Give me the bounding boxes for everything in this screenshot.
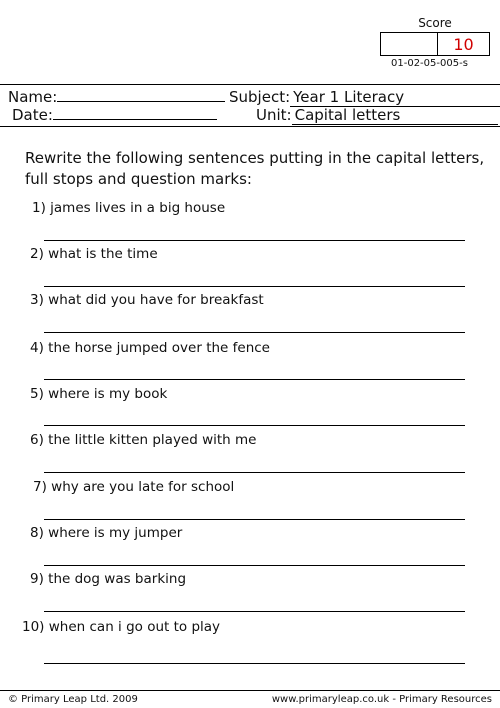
question-text: what did you have for breakfast [48, 292, 264, 308]
answer-line-6[interactable] [44, 472, 465, 473]
answer-line-9[interactable] [44, 611, 465, 612]
question-text: the dog was barking [48, 571, 187, 587]
question-number: 3) [30, 292, 44, 308]
answer-line-2[interactable] [44, 286, 465, 287]
question-number: 4) [30, 340, 44, 356]
question-text: the little kitten played with me [48, 432, 257, 448]
answer-line-1[interactable] [44, 240, 465, 241]
footer-copyright: © Primary Leap Ltd. 2009 [8, 694, 138, 705]
question-10 [22, 619, 220, 635]
question-number: 8) [30, 525, 44, 541]
answer-line-5[interactable] [44, 425, 465, 426]
unit-row [256, 106, 498, 125]
question-3 [30, 292, 264, 308]
answer-line-4[interactable] [44, 379, 465, 380]
question-number: 10) [22, 619, 45, 635]
date-field[interactable] [53, 107, 217, 120]
question-number: 1) [32, 200, 46, 216]
question-1 [32, 200, 225, 216]
answer-line-7[interactable] [44, 519, 465, 520]
name-field[interactable] [57, 89, 225, 102]
question-text: what is the time [48, 246, 158, 262]
date-label: Date: [12, 106, 53, 124]
question-number: 2) [30, 246, 44, 262]
unit-label: Unit: [256, 106, 292, 124]
question-text: when can i go out to play [48, 619, 221, 635]
score-value: 10 [453, 34, 474, 54]
worksheet-code: 01-02-05-005-s [391, 58, 468, 69]
question-text: the horse jumped over the fence [48, 340, 270, 356]
name-row [8, 88, 225, 106]
score-label: Score [418, 16, 452, 30]
question-text: where is my jumper [48, 525, 183, 541]
footer-website: www.primaryleap.co.uk - Primary Resources [271, 694, 492, 705]
answer-line-10[interactable] [44, 663, 465, 664]
instructions: Rewrite the following sentences putting in the capital letters, full stops and question marks: [25, 149, 485, 188]
question-number: 5) [30, 386, 44, 402]
question-number: 7) [33, 479, 47, 495]
question-2 [30, 246, 158, 262]
subject-value: Year 1 Literacy [290, 88, 500, 107]
question-9 [30, 571, 186, 587]
score-box [380, 32, 490, 56]
question-text: where is my book [48, 386, 168, 402]
subject-label: Subject: [229, 88, 291, 106]
question-number: 6) [30, 432, 44, 448]
name-label: Name: [8, 88, 58, 106]
header-top-rule [0, 84, 500, 85]
question-number: 9) [30, 571, 44, 587]
question-text: why are you late for school [51, 479, 235, 495]
answer-line-8[interactable] [44, 565, 465, 566]
header-bottom-rule [0, 126, 500, 127]
question-5 [30, 386, 167, 402]
question-7 [33, 479, 234, 495]
answer-line-3[interactable] [44, 332, 465, 333]
question-6 [30, 432, 256, 448]
subject-row [229, 88, 500, 107]
date-row [12, 106, 217, 124]
score-blank-cell [381, 33, 438, 55]
footer-rule [0, 690, 500, 691]
question-4 [30, 340, 270, 356]
question-text: james lives in a big house [50, 200, 226, 216]
unit-value: Capital letters [292, 106, 498, 125]
question-8 [30, 525, 182, 541]
